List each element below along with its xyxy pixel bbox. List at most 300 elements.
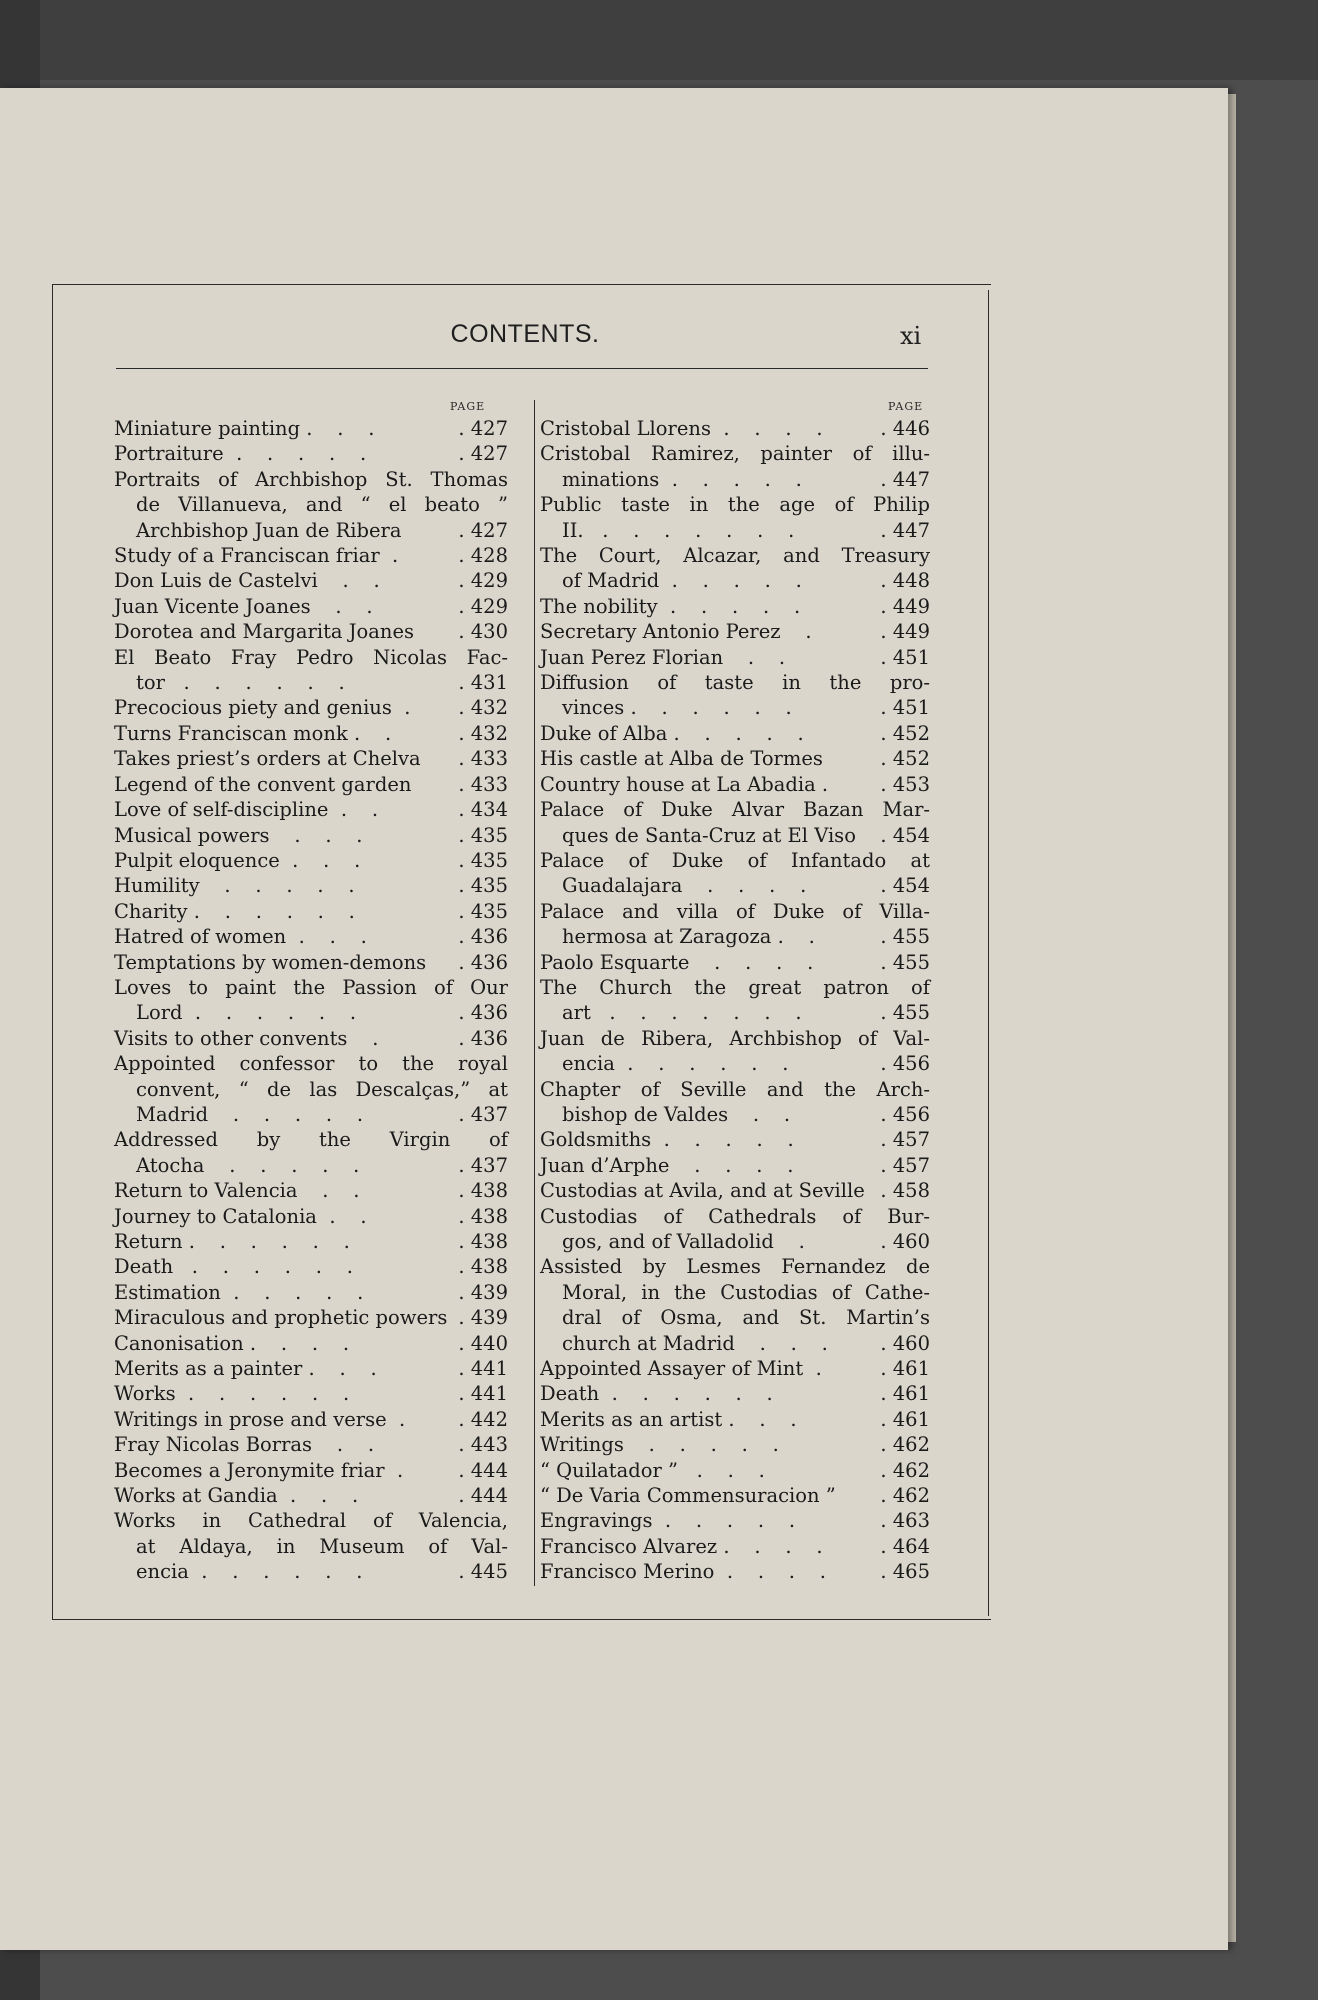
toc-entry-page: . 433 bbox=[458, 747, 508, 771]
toc-entry-text: Duke of Alba . . . . . bbox=[540, 721, 804, 745]
toc-entry-page: . 431 bbox=[458, 671, 508, 695]
toc-entry-text: Dorotea and Margarita Joanes bbox=[114, 620, 415, 644]
toc-entry-line bbox=[114, 1153, 508, 1178]
toc-entry-page: . 452 bbox=[880, 721, 930, 745]
toc-entry bbox=[540, 721, 930, 746]
toc-entry-page: . 462 bbox=[880, 1458, 930, 1482]
toc-entry-text: Takes priest’s orders at Chelva bbox=[114, 747, 421, 771]
toc-entry-text: Journey to Catalonia . . bbox=[114, 1204, 367, 1228]
toc-entry-text: Estimation . . . . . bbox=[114, 1280, 364, 1304]
toc-entry-page: . 427 bbox=[458, 417, 508, 440]
toc-entry-page: . 438 bbox=[458, 1179, 508, 1203]
toc-entry-line bbox=[114, 1381, 508, 1406]
toc-entry-page: . 465 bbox=[880, 1560, 930, 1584]
toc-entry-line bbox=[114, 1204, 508, 1229]
toc-entry-line bbox=[114, 950, 508, 975]
toc-entry-text: de Villanueva, and “ el beato ” bbox=[136, 493, 508, 517]
toc-entry-page: . 441 bbox=[458, 1382, 508, 1406]
toc-entry-line bbox=[114, 416, 508, 441]
right-page-heading: PAGE bbox=[888, 400, 924, 413]
toc-entry bbox=[540, 1204, 930, 1255]
toc-entry-page: . 461 bbox=[880, 1382, 930, 1406]
toc-entry-text: minations . . . . . bbox=[562, 467, 802, 491]
toc-entry-text: Temptations by women-demons bbox=[114, 950, 427, 974]
toc-entry-line bbox=[114, 441, 508, 466]
toc-entry-text: Juan de Ribera, Archbishop of Val- bbox=[540, 1026, 930, 1050]
toc-entry-line bbox=[114, 848, 508, 873]
toc-entry-line bbox=[114, 1178, 508, 1203]
toc-entry-page: . 432 bbox=[458, 696, 508, 720]
toc-entry bbox=[540, 1432, 930, 1457]
toc-entry-text: Writings in prose and verse . bbox=[114, 1407, 406, 1431]
toc-entry-line bbox=[114, 823, 508, 848]
toc-entry-text: tor . . . . . . bbox=[136, 671, 345, 695]
toc-entry-page: . 435 bbox=[458, 899, 508, 923]
page-frame-right bbox=[988, 290, 989, 1616]
toc-entry-page: . 438 bbox=[458, 1204, 508, 1228]
toc-entry bbox=[540, 1153, 930, 1178]
toc-entry-text: Becomes a Jeronymite friar . bbox=[114, 1458, 404, 1482]
toc-entry bbox=[540, 975, 930, 1026]
toc-entry-text: Visits to other convents . bbox=[114, 1026, 379, 1050]
toc-entry-line bbox=[540, 467, 930, 492]
toc-entry-line bbox=[540, 1407, 930, 1432]
toc-entry-text: Guadalajara . . . . bbox=[562, 874, 807, 898]
toc-entry-line bbox=[540, 441, 930, 466]
toc-entry-line bbox=[540, 1432, 930, 1457]
toc-entry-text: Francisco Merino . . . . bbox=[540, 1560, 826, 1584]
toc-entry-text: Loves to paint the Passion of Our bbox=[114, 975, 508, 999]
toc-entry-line bbox=[540, 848, 930, 873]
page-title: CONTENTS. bbox=[450, 320, 600, 348]
toc-entry-line bbox=[540, 1229, 930, 1254]
toc-entry bbox=[540, 1178, 930, 1203]
toc-entry bbox=[114, 568, 508, 593]
toc-entry-text: Juan d’Arphe . . . . bbox=[540, 1153, 794, 1177]
toc-entry-line bbox=[114, 1356, 508, 1381]
toc-entry-text: Merits as an artist . . . bbox=[540, 1407, 797, 1431]
toc-entry-text: Addressed by the Virgin of bbox=[114, 1128, 508, 1152]
toc-entry bbox=[114, 695, 508, 720]
toc-entry-text: Francisco Alvarez . . . . bbox=[540, 1534, 823, 1558]
toc-entry-line bbox=[540, 721, 930, 746]
toc-entry-page: . 437 bbox=[458, 1153, 508, 1177]
toc-entry-line bbox=[540, 1508, 930, 1533]
toc-entry bbox=[540, 594, 930, 619]
toc-entry-line bbox=[540, 594, 930, 619]
toc-entry bbox=[540, 1254, 930, 1356]
toc-entry-line bbox=[114, 1127, 508, 1152]
toc-entry bbox=[114, 1254, 508, 1279]
toc-entry-text: Diffusion of taste in the pro- bbox=[540, 671, 930, 695]
toc-entry-text: Custodias at Avila, and at Seville bbox=[540, 1179, 865, 1203]
toc-entry-text: encia . . . . . . bbox=[562, 1052, 789, 1076]
toc-entry-line bbox=[540, 899, 930, 924]
toc-entry-line bbox=[540, 1356, 930, 1381]
toc-entry-page: . 435 bbox=[458, 874, 508, 898]
toc-entry bbox=[540, 746, 930, 771]
toc-entry bbox=[114, 441, 508, 466]
toc-entry-page: . 439 bbox=[458, 1280, 508, 1304]
toc-entry-line bbox=[114, 772, 508, 797]
toc-entry bbox=[540, 619, 930, 644]
toc-entry-line bbox=[114, 721, 508, 746]
toc-entry-line bbox=[540, 1127, 930, 1152]
toc-entry-text: hermosa at Zaragoza . . bbox=[562, 925, 815, 949]
toc-entry-line bbox=[540, 645, 930, 670]
toc-entry bbox=[114, 619, 508, 644]
toc-entry bbox=[114, 543, 508, 568]
toc-entry bbox=[540, 441, 930, 492]
toc-entry-line bbox=[114, 975, 508, 1000]
toc-entry-line bbox=[114, 543, 508, 568]
toc-entry-text: Return . . . . . . bbox=[114, 1230, 350, 1253]
toc-entry-text: II. . . . . . . . bbox=[562, 518, 795, 542]
toc-entry bbox=[540, 1407, 930, 1432]
toc-entry bbox=[114, 975, 508, 1026]
toc-entry-line bbox=[540, 1026, 930, 1051]
toc-entry-text: church at Madrid . . . bbox=[562, 1331, 828, 1355]
toc-entry-text: Country house at La Abadia . bbox=[540, 772, 829, 796]
toc-entry-line bbox=[540, 1102, 930, 1127]
toc-entry-line bbox=[114, 1534, 508, 1559]
toc-entry-line bbox=[114, 1280, 508, 1305]
toc-entry-text: El Beato Fray Pedro Nicolas Fac- bbox=[114, 645, 508, 669]
toc-entry-line bbox=[114, 1305, 508, 1330]
toc-entry-page: . 436 bbox=[458, 1001, 508, 1025]
toc-entry bbox=[540, 416, 930, 441]
toc-entry-line bbox=[540, 797, 930, 822]
toc-entry-text: The nobility . . . . . bbox=[540, 594, 801, 618]
toc-entry-page: . 462 bbox=[880, 1433, 930, 1457]
toc-entry-line bbox=[540, 1483, 930, 1508]
toc-entry-page: . 442 bbox=[458, 1407, 508, 1431]
toc-entry-page: . 439 bbox=[458, 1306, 508, 1330]
toc-entry-line bbox=[114, 1331, 508, 1356]
toc-entry-line bbox=[114, 1229, 508, 1254]
toc-entry-page: . 427 bbox=[458, 518, 508, 542]
toc-entry-text: Portraiture . . . . . bbox=[114, 442, 367, 466]
toc-entry-line bbox=[114, 518, 508, 543]
toc-entry bbox=[540, 848, 930, 899]
contents-left-column bbox=[114, 416, 508, 1585]
toc-entry bbox=[114, 873, 508, 898]
toc-entry-line bbox=[114, 1559, 508, 1584]
toc-entry bbox=[114, 1127, 508, 1178]
toc-entry bbox=[114, 1280, 508, 1305]
toc-entry-line bbox=[540, 1178, 930, 1203]
toc-entry-line bbox=[114, 619, 508, 644]
toc-entry-page: . 455 bbox=[880, 925, 930, 949]
toc-entry-line bbox=[540, 772, 930, 797]
toc-entry-page: . 455 bbox=[880, 1001, 930, 1025]
toc-entry-text: Musical powers . . . bbox=[114, 823, 363, 847]
toc-entry-page: . 445 bbox=[458, 1560, 508, 1584]
toc-entry-text: Public taste in the age of Philip bbox=[540, 493, 930, 517]
toc-entry-page: . 463 bbox=[880, 1509, 930, 1533]
toc-entry-text: Portraits of Archbishop St. Thomas bbox=[114, 467, 508, 491]
toc-entry-text: Writings . . . . . bbox=[540, 1433, 779, 1457]
toc-entry-text: Legend of the convent garden bbox=[114, 772, 412, 796]
toc-entry-page: . 458 bbox=[880, 1179, 930, 1203]
toc-entry-page: . 436 bbox=[458, 925, 508, 949]
toc-entry-text: Precocious piety and genius . bbox=[114, 696, 411, 720]
toc-entry bbox=[114, 1305, 508, 1330]
toc-entry bbox=[540, 1381, 930, 1406]
toc-entry-line bbox=[114, 1102, 508, 1127]
toc-entry-line bbox=[114, 1432, 508, 1457]
toc-entry-text: at Aldaya, in Museum of Val- bbox=[136, 1534, 508, 1558]
toc-entry-page: . 454 bbox=[880, 874, 930, 898]
toc-entry-text: Turns Franciscan monk . . bbox=[114, 721, 392, 745]
toc-entry-line bbox=[540, 924, 930, 949]
toc-entry-page: . 447 bbox=[880, 467, 930, 491]
toc-entry-line bbox=[114, 645, 508, 670]
toc-entry-text: Engravings . . . . . bbox=[540, 1509, 796, 1533]
toc-entry-page: . 464 bbox=[880, 1534, 930, 1558]
toc-entry-line bbox=[540, 518, 930, 543]
toc-entry bbox=[114, 645, 508, 696]
toc-entry-page: . 441 bbox=[458, 1357, 508, 1381]
header-rule bbox=[116, 368, 928, 369]
toc-entry bbox=[114, 1483, 508, 1508]
toc-entry bbox=[540, 1127, 930, 1152]
toc-entry-page: . 429 bbox=[458, 594, 508, 618]
toc-entry-text: The Church the great patron of bbox=[540, 975, 930, 999]
toc-entry bbox=[540, 1458, 930, 1483]
toc-entry-line bbox=[114, 492, 508, 517]
toc-entry-line bbox=[540, 873, 930, 898]
toc-entry bbox=[114, 924, 508, 949]
toc-entry bbox=[540, 899, 930, 950]
toc-entry bbox=[114, 721, 508, 746]
toc-entry-text: Works at Gandia . . . bbox=[114, 1484, 359, 1508]
toc-entry bbox=[540, 797, 930, 848]
toc-entry-line bbox=[114, 467, 508, 492]
toc-entry-line bbox=[540, 1331, 930, 1356]
toc-entry-line bbox=[540, 1305, 930, 1330]
toc-entry bbox=[114, 1331, 508, 1356]
toc-entry-line bbox=[114, 1000, 508, 1025]
toc-entry-text: “ Quilatador ” . . . bbox=[540, 1458, 765, 1482]
toc-entry-text: Assisted by Lesmes Fernandez de bbox=[540, 1255, 930, 1279]
toc-entry-text: Moral, in the Custodias of Cathe- bbox=[562, 1280, 930, 1304]
toc-entry-text: encia . . . . . . bbox=[136, 1560, 363, 1584]
toc-entry-line bbox=[114, 1508, 508, 1533]
toc-entry-page: . 448 bbox=[880, 569, 930, 593]
toc-entry bbox=[540, 1508, 930, 1533]
toc-entry-line bbox=[540, 543, 930, 568]
toc-entry bbox=[114, 1026, 508, 1051]
toc-entry-line bbox=[114, 594, 508, 619]
toc-entry bbox=[114, 772, 508, 797]
toc-entry-page: . 443 bbox=[458, 1433, 508, 1457]
toc-entry-text: Pulpit eloquence . . . bbox=[114, 848, 361, 872]
toc-entry-text: Secretary Antonio Perez . bbox=[540, 620, 812, 644]
toc-entry bbox=[114, 467, 508, 543]
toc-entry bbox=[114, 1407, 508, 1432]
toc-entry-line bbox=[540, 619, 930, 644]
toc-entry-line bbox=[114, 899, 508, 924]
toc-entry-text: His castle at Alba de Tormes bbox=[540, 747, 823, 771]
toc-entry-page: . 451 bbox=[880, 645, 930, 669]
toc-entry bbox=[540, 1483, 930, 1508]
toc-entry-text: Miniature painting . . . bbox=[114, 417, 375, 440]
toc-entry-line bbox=[540, 416, 930, 441]
toc-entry-page: . 446 bbox=[880, 417, 930, 440]
toc-entry-text: Hatred of women . . . bbox=[114, 925, 367, 949]
toc-entry-page: . 436 bbox=[458, 1026, 508, 1050]
toc-entry-line bbox=[540, 1458, 930, 1483]
toc-entry-text: Don Luis de Castelvi . . bbox=[114, 569, 380, 593]
toc-entry-text: Juan Vicente Joanes . . bbox=[114, 594, 373, 618]
toc-entry-line bbox=[540, 670, 930, 695]
toc-entry-line bbox=[114, 1483, 508, 1508]
toc-entry bbox=[114, 746, 508, 771]
toc-entry-page: . 449 bbox=[880, 594, 930, 618]
toc-entry-page: . 449 bbox=[880, 620, 930, 644]
toc-entry bbox=[540, 1534, 930, 1559]
toc-entry-text: The Court, Alcazar, and Treasury bbox=[540, 544, 930, 568]
toc-entry bbox=[540, 1077, 930, 1128]
toc-entry-page: . 452 bbox=[880, 747, 930, 771]
toc-entry-page: . 455 bbox=[880, 950, 930, 974]
page-number: xi bbox=[900, 322, 922, 350]
toc-entry-text: Return to Valencia . . bbox=[114, 1179, 360, 1203]
toc-entry-page: . 427 bbox=[458, 442, 508, 466]
toc-entry-page: . 433 bbox=[458, 772, 508, 796]
toc-entry-line bbox=[540, 823, 930, 848]
toc-entry-text: Cristobal Ramirez, painter of illu- bbox=[540, 442, 930, 466]
toc-entry-page: . 429 bbox=[458, 569, 508, 593]
toc-entry-text: ques de Santa-Cruz at El Viso bbox=[562, 823, 856, 847]
toc-entry-line bbox=[540, 492, 930, 517]
toc-entry bbox=[114, 797, 508, 822]
toc-entry-line bbox=[540, 568, 930, 593]
toc-entry-text: Canonisation . . . . bbox=[114, 1331, 350, 1355]
column-divider bbox=[534, 400, 535, 1586]
toc-entry-line bbox=[540, 1381, 930, 1406]
toc-entry-page: . 428 bbox=[458, 544, 508, 568]
toc-entry-page: . 438 bbox=[458, 1230, 508, 1253]
toc-entry-page: . 461 bbox=[880, 1407, 930, 1431]
toc-entry-line bbox=[114, 568, 508, 593]
toc-entry-text: Chapter of Seville and the Arch- bbox=[540, 1077, 930, 1101]
toc-entry-page: . 430 bbox=[458, 620, 508, 644]
toc-entry-line bbox=[540, 950, 930, 975]
toc-entry-text: art . . . . . . . bbox=[562, 1001, 802, 1025]
toc-entry-line bbox=[540, 1254, 930, 1279]
toc-entry bbox=[114, 1381, 508, 1406]
toc-entry-text: Cristobal Llorens . . . . bbox=[540, 417, 823, 440]
toc-entry bbox=[540, 772, 930, 797]
contents-right-column bbox=[540, 416, 930, 1585]
toc-entry-page: . 438 bbox=[458, 1255, 508, 1279]
toc-entry-line bbox=[114, 1407, 508, 1432]
toc-entry-page: . 457 bbox=[880, 1153, 930, 1177]
toc-entry bbox=[540, 1559, 930, 1584]
toc-entry-page: . 456 bbox=[880, 1052, 930, 1076]
toc-entry-line bbox=[540, 746, 930, 771]
toc-entry-line bbox=[114, 924, 508, 949]
toc-entry-text: Custodias of Cathedrals of Bur- bbox=[540, 1204, 930, 1228]
toc-entry-text: of Madrid . . . . . bbox=[562, 569, 802, 593]
toc-entry bbox=[540, 492, 930, 543]
toc-entry-line bbox=[114, 873, 508, 898]
toc-entry-line bbox=[114, 1077, 508, 1102]
toc-entry-text: Palace of Duke of Infantado at bbox=[540, 848, 930, 872]
toc-entry bbox=[114, 899, 508, 924]
toc-entry-page: . 435 bbox=[458, 848, 508, 872]
toc-entry-text: convent, “ de las Descalças,” at bbox=[136, 1077, 508, 1101]
toc-entry-line bbox=[114, 1026, 508, 1051]
toc-entry-page: . 457 bbox=[880, 1128, 930, 1152]
toc-entry-line bbox=[540, 1534, 930, 1559]
toc-entry-page: . 436 bbox=[458, 950, 508, 974]
toc-entry-text: Palace of Duke Alvar Bazan Mar- bbox=[540, 798, 930, 822]
toc-entry-line bbox=[540, 1077, 930, 1102]
toc-entry-page: . 462 bbox=[880, 1484, 930, 1508]
toc-entry bbox=[540, 670, 930, 721]
toc-entry-line bbox=[540, 1280, 930, 1305]
toc-entry bbox=[540, 543, 930, 594]
toc-entry-line bbox=[114, 695, 508, 720]
toc-entry bbox=[114, 950, 508, 975]
toc-entry-line bbox=[540, 1051, 930, 1076]
toc-entry-text: vinces . . . . . . bbox=[562, 696, 792, 720]
toc-entry-page: . 456 bbox=[880, 1102, 930, 1126]
toc-entry bbox=[540, 1026, 930, 1077]
toc-entry-page: . 440 bbox=[458, 1331, 508, 1355]
toc-entry-line bbox=[114, 1254, 508, 1279]
toc-entry-text: Appointed Assayer of Mint . bbox=[540, 1357, 822, 1381]
toc-entry-text: dral of Osma, and St. Martin’s bbox=[562, 1306, 930, 1330]
toc-entry-page: . 437 bbox=[458, 1102, 508, 1126]
toc-entry-page: . 444 bbox=[458, 1458, 508, 1482]
toc-entry-text: Paolo Esquarte . . . . bbox=[540, 950, 814, 974]
toc-entry bbox=[114, 416, 508, 441]
toc-entry-line bbox=[114, 797, 508, 822]
toc-entry bbox=[114, 1204, 508, 1229]
toc-entry bbox=[114, 848, 508, 873]
toc-entry-page: . 435 bbox=[458, 823, 508, 847]
toc-entry bbox=[114, 1432, 508, 1457]
toc-entry-line bbox=[540, 695, 930, 720]
toc-entry-text: Death . . . . . . bbox=[540, 1382, 773, 1406]
toc-entry-text: gos, and of Valladolid . bbox=[562, 1230, 805, 1253]
toc-entry-text: Archbishop Juan de Ribera bbox=[136, 518, 402, 542]
toc-entry bbox=[114, 1508, 508, 1584]
toc-entry-text: Love of self-discipline . . bbox=[114, 798, 379, 822]
toc-entry-text: Goldsmiths . . . . . bbox=[540, 1128, 794, 1152]
toc-entry-text: Death . . . . . . bbox=[114, 1255, 353, 1279]
toc-entry bbox=[540, 645, 930, 670]
toc-entry-page: . 447 bbox=[880, 518, 930, 542]
toc-entry-line bbox=[540, 1000, 930, 1025]
toc-entry bbox=[114, 1356, 508, 1381]
toc-entry bbox=[114, 1178, 508, 1203]
toc-entry-text: Atocha . . . . . bbox=[136, 1153, 360, 1177]
toc-entry-line bbox=[114, 670, 508, 695]
toc-entry-text: Merits as a painter . . . bbox=[114, 1357, 377, 1381]
toc-entry-text: Appointed confessor to the royal bbox=[114, 1052, 508, 1076]
toc-entry bbox=[114, 594, 508, 619]
toc-entry-line bbox=[540, 1153, 930, 1178]
toc-entry bbox=[114, 1051, 508, 1127]
toc-entry-page: . 454 bbox=[880, 823, 930, 847]
toc-entry-page: . 460 bbox=[880, 1331, 930, 1355]
toc-entry-line bbox=[114, 1458, 508, 1483]
